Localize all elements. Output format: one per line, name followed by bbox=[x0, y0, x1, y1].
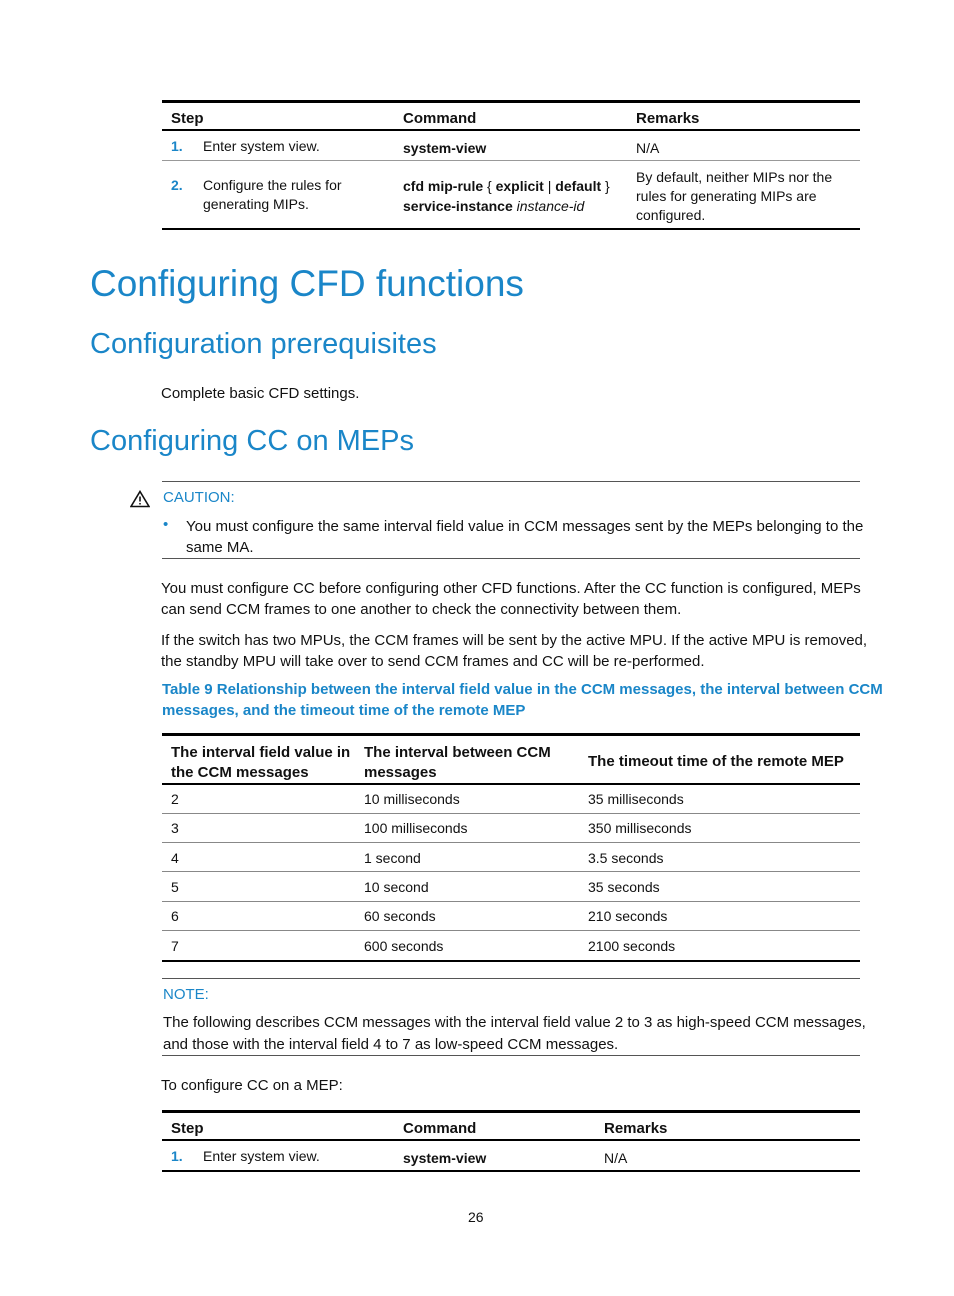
command-keyword: default bbox=[555, 178, 602, 194]
note-bottom-rule bbox=[162, 1055, 860, 1056]
header-rule bbox=[162, 1139, 860, 1141]
command-pipe: | bbox=[543, 178, 556, 194]
table-cell: 10 milliseconds bbox=[364, 791, 460, 807]
table-cell: 10 second bbox=[364, 879, 429, 895]
table-cell: 60 seconds bbox=[364, 908, 436, 924]
caution-top-rule bbox=[162, 481, 860, 482]
step-text-line: Configure the rules for bbox=[203, 177, 342, 193]
table-bottom-rule bbox=[162, 1170, 860, 1172]
table-cell: 2100 seconds bbox=[588, 938, 676, 954]
step-text: Enter system view. bbox=[203, 1148, 320, 1164]
table-top-rule bbox=[162, 733, 860, 736]
table-cell: 100 milliseconds bbox=[364, 820, 468, 836]
row-divider bbox=[162, 871, 860, 872]
section-title-cc: Configuring CC on MEPs bbox=[90, 425, 414, 457]
row-divider bbox=[162, 160, 860, 161]
caution-label: CAUTION: bbox=[163, 489, 235, 506]
table-caption-line: Table 9 Relationship between the interval field value in the CCM messages, the interval between CCM bbox=[162, 681, 883, 698]
table-cell: 4 bbox=[171, 850, 179, 866]
column-header bbox=[171, 743, 350, 783]
header-step: Step bbox=[171, 110, 204, 127]
table-cell: 2 bbox=[171, 791, 179, 807]
table-caption-line: messages, and the timeout time of the remote MEP bbox=[162, 702, 526, 719]
bullet-icon: • bbox=[163, 516, 169, 533]
table-cell: 35 seconds bbox=[588, 879, 660, 895]
row-divider bbox=[162, 813, 860, 814]
page-title: Configuring CFD functions bbox=[90, 263, 524, 304]
column-header bbox=[364, 743, 551, 783]
step-text-line: generating MIPs. bbox=[203, 196, 309, 212]
table-cell: 3.5 seconds bbox=[588, 850, 664, 866]
command-keyword: cfd mip-rule bbox=[403, 178, 484, 194]
command-brace: { bbox=[483, 178, 496, 194]
table-cell: 3 bbox=[171, 820, 179, 836]
paragraph-line: can send CCM frames to one another to check the connectivity between them. bbox=[161, 601, 682, 618]
table-bottom-rule bbox=[162, 228, 860, 230]
table-cell: 7 bbox=[171, 938, 179, 954]
table-top-rule bbox=[162, 1110, 860, 1113]
header-step: Step bbox=[171, 1120, 204, 1137]
caution-text-line: You must configure the same interval field value in CCM messages sent by the MEPs belonging to the bbox=[186, 518, 864, 535]
column-header-line: messages bbox=[364, 764, 437, 781]
row-divider bbox=[162, 901, 860, 902]
table-cell: 210 seconds bbox=[588, 908, 668, 924]
column-header-line: the CCM messages bbox=[171, 764, 309, 781]
command-keyword: service-instance bbox=[403, 198, 513, 214]
remarks-line: By default, neither MIPs nor the bbox=[636, 169, 833, 185]
remarks-text: N/A bbox=[604, 1150, 628, 1166]
warning-triangle-icon bbox=[130, 490, 150, 508]
paragraph-line: the standby MPU will take over to send CCM frames and CC will be re-performed. bbox=[161, 653, 705, 670]
table-cell: 35 milliseconds bbox=[588, 791, 684, 807]
column-header: The timeout time of the remote MEP bbox=[588, 753, 844, 770]
note-text-line: and those with the interval field 4 to 7 as low-speed CCM messages. bbox=[163, 1036, 619, 1053]
table-cell: 6 bbox=[171, 908, 179, 924]
header-rule bbox=[162, 783, 860, 785]
command-argument: instance-id bbox=[512, 198, 585, 214]
header-remarks: Remarks bbox=[604, 1120, 668, 1137]
column-header-line: The interval between CCM bbox=[364, 744, 551, 761]
column-header-line: The interval field value in bbox=[171, 744, 351, 761]
step-number: 2. bbox=[171, 177, 183, 193]
paragraph-line: If the switch has two MPUs, the CCM frames will be sent by the active MPU. If the active MPU is removed, bbox=[161, 632, 868, 649]
paragraph-line: You must configure CC before configuring other CFD functions. After the CC function is configured, MEPs bbox=[161, 580, 861, 597]
header-rule bbox=[162, 129, 860, 131]
note-label: NOTE: bbox=[163, 986, 209, 1003]
prereq-text: Complete basic CFD settings. bbox=[161, 385, 360, 402]
command-line bbox=[403, 178, 610, 194]
command-text: system-view bbox=[403, 1150, 487, 1166]
configure-intro: To configure CC on a MEP: bbox=[161, 1077, 343, 1094]
remarks-line: rules for generating MIPs are bbox=[636, 188, 817, 204]
step-number: 1. bbox=[171, 138, 183, 154]
remarks-line: configured. bbox=[636, 207, 706, 223]
header-command: Command bbox=[403, 110, 477, 127]
table-bottom-rule bbox=[162, 960, 860, 962]
step-text: Enter system view. bbox=[203, 138, 320, 154]
header-command: Command bbox=[403, 1120, 477, 1137]
table-cell: 350 milliseconds bbox=[588, 820, 692, 836]
table-top-rule bbox=[162, 100, 860, 103]
row-divider bbox=[162, 930, 860, 931]
remarks-text: N/A bbox=[636, 140, 660, 156]
table-cell: 1 second bbox=[364, 850, 421, 866]
header-remarks: Remarks bbox=[636, 110, 700, 127]
command-keyword: explicit bbox=[495, 178, 544, 194]
page-number: 26 bbox=[468, 1209, 484, 1225]
row-divider bbox=[162, 842, 860, 843]
command-text: system-view bbox=[403, 140, 487, 156]
step-number: 1. bbox=[171, 1148, 183, 1164]
table-cell: 600 seconds bbox=[364, 938, 444, 954]
command-brace: } bbox=[601, 178, 610, 194]
caution-text-line: same MA. bbox=[186, 539, 254, 556]
section-title-prerequisites: Configuration prerequisites bbox=[90, 328, 437, 360]
caution-bottom-rule bbox=[162, 558, 860, 559]
note-text-line: The following describes CCM messages with the interval field value 2 to 3 as high-speed CCM messages, bbox=[163, 1014, 866, 1031]
table-cell: 5 bbox=[171, 879, 179, 895]
command-line bbox=[403, 198, 584, 214]
note-top-rule bbox=[162, 978, 860, 979]
